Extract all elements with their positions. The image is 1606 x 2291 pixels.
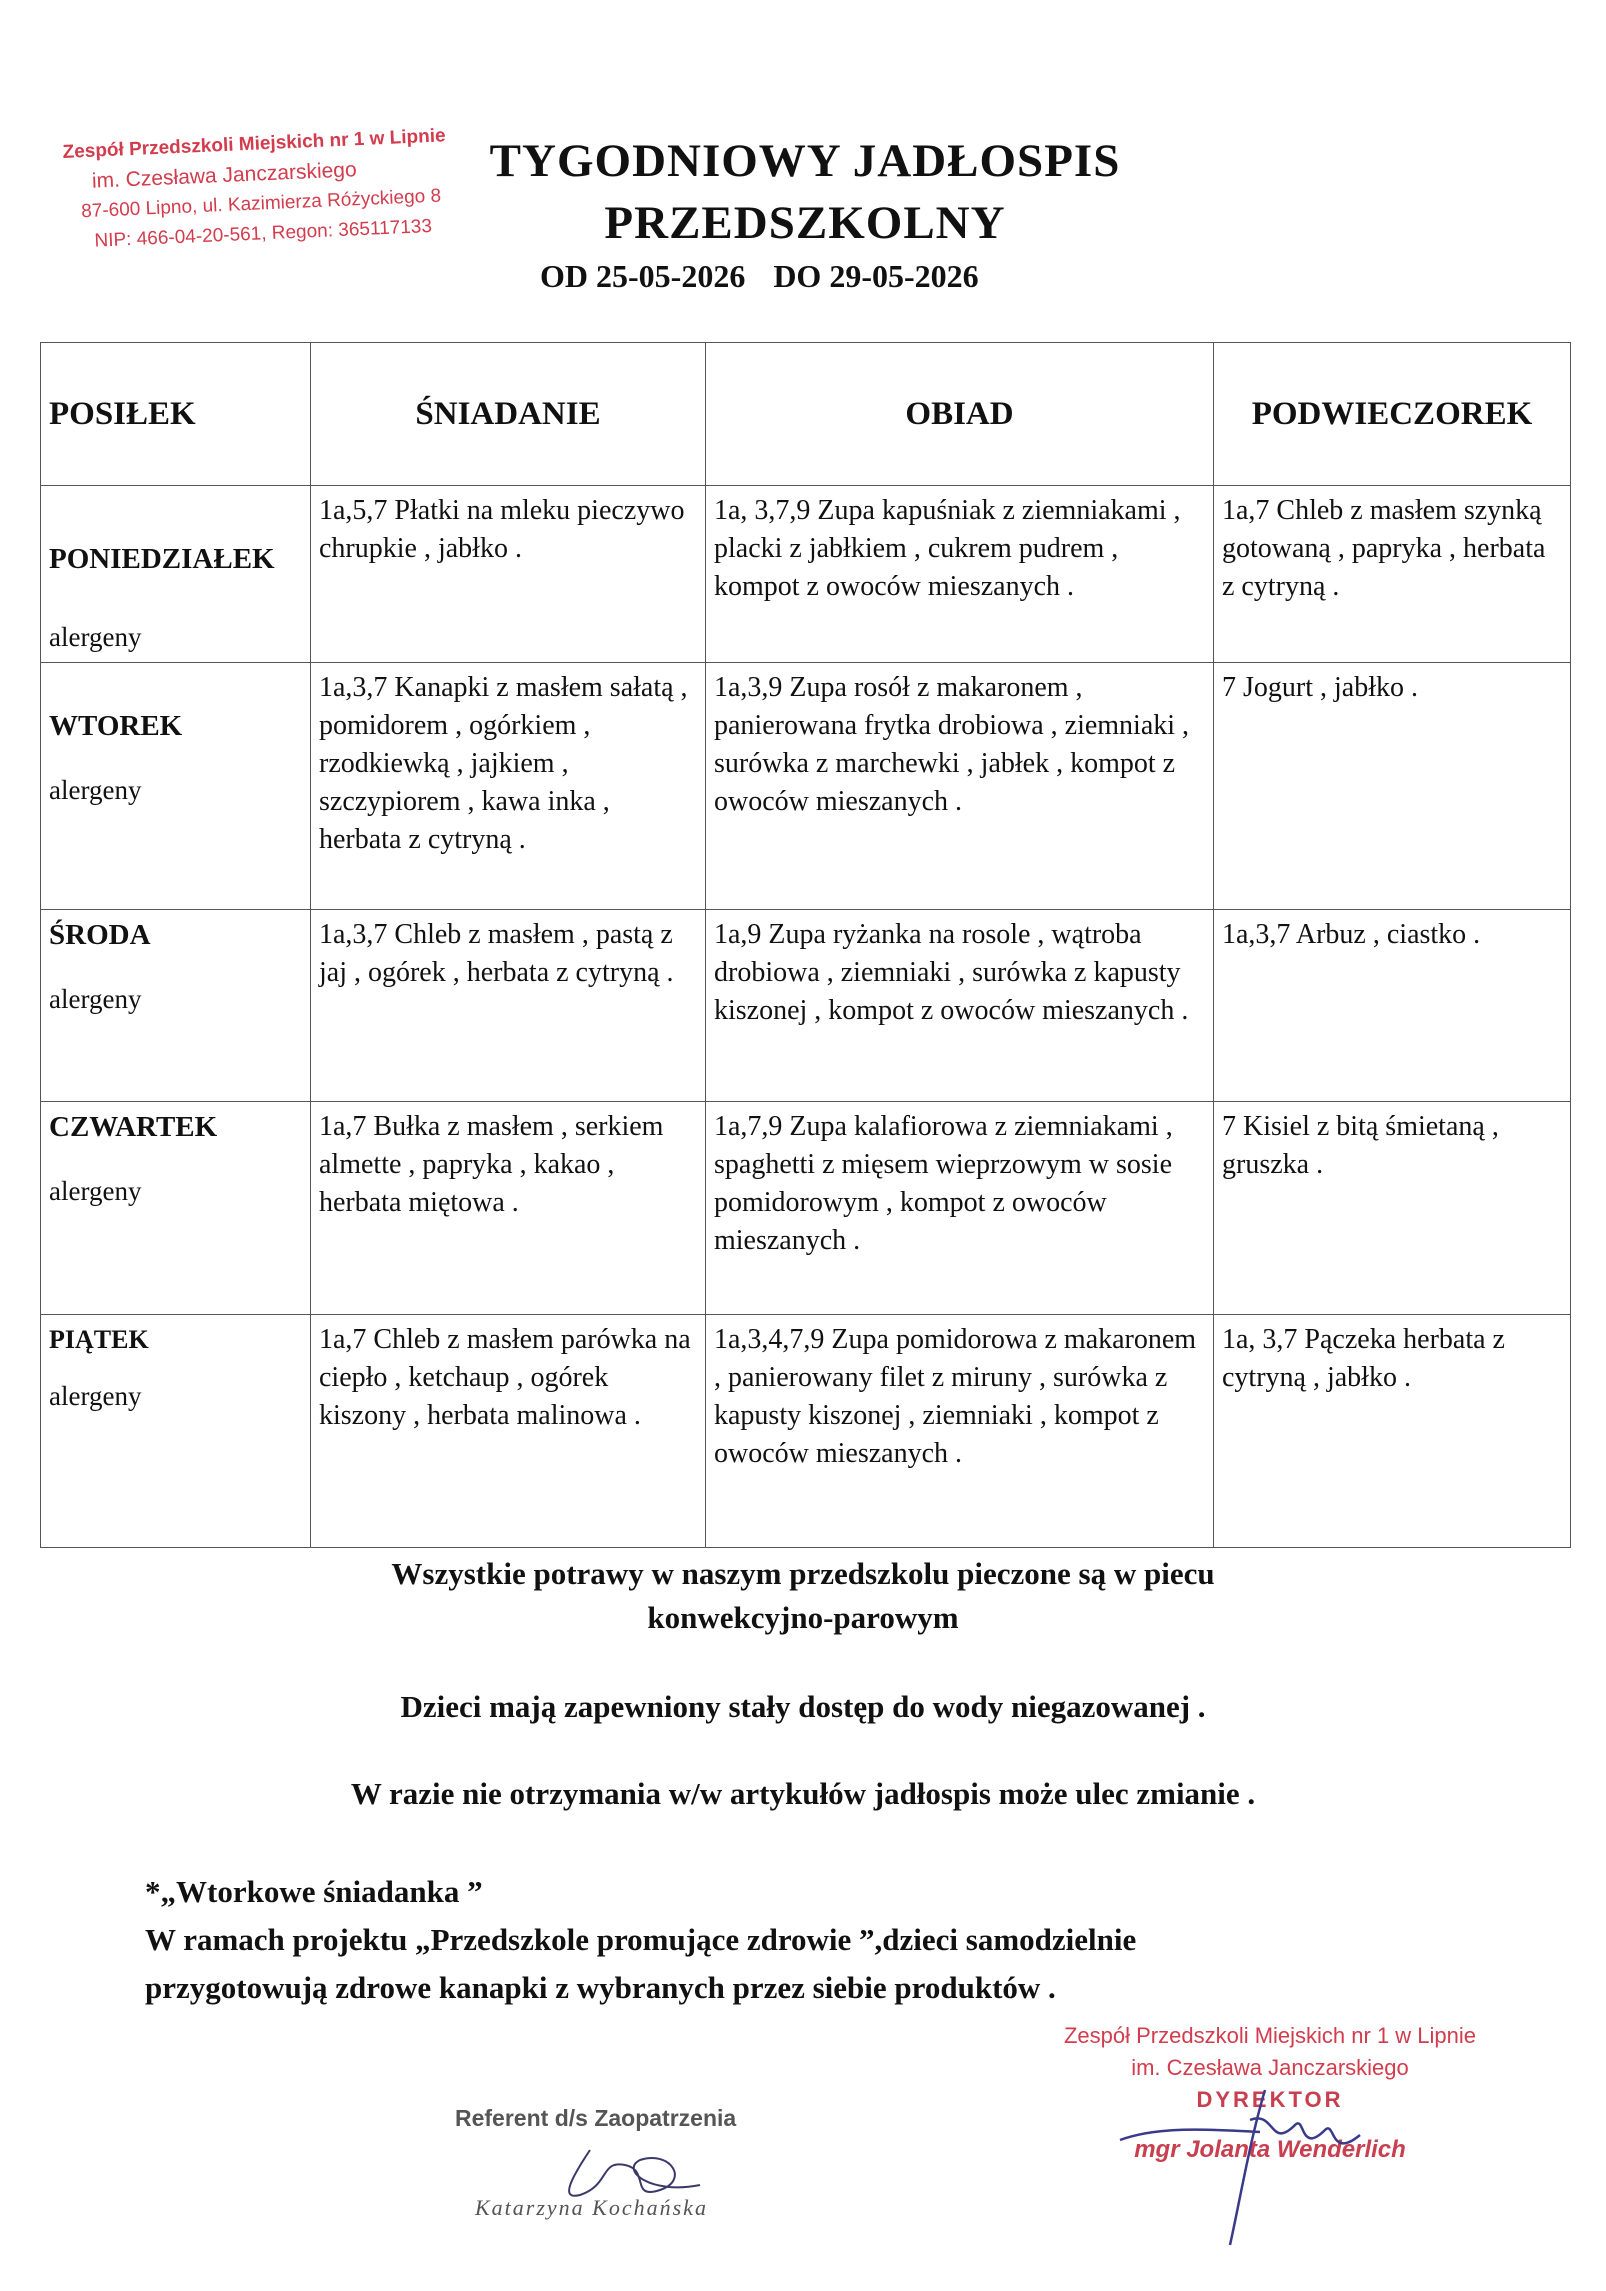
- breakfast-cell: 1a,3,7 Chleb z masłem , pastą z jaj , ogórek , herbata z cytryną .: [311, 910, 706, 1102]
- lunch-cell: 1a,3,9 Zupa rosół z makaronem , panierowana frytka drobiowa , ziemniaki , surówka z marchewki , jabłek , kompot z owoców mieszanych .: [706, 663, 1214, 910]
- lunch-cell: 1a,3,4,7,9 Zupa pomidorowa z makaronem , panierowany filet z miruny , surówka z kapusty kiszonej , ziemniaki , kompot z owoców mieszanych .: [706, 1315, 1214, 1548]
- menu-table: [40, 342, 1571, 1548]
- day-cell: [41, 486, 311, 663]
- table-header-row: [41, 343, 1571, 486]
- stamp-line-nip: NIP: 466-04-20-561, Regon: 365117133: [94, 215, 433, 252]
- director-role: DYREKTOR: [1196, 2087, 1344, 2112]
- table-row: [41, 1102, 1571, 1315]
- header-snack: PODWIECZOREK: [1214, 343, 1571, 486]
- date-range: [540, 258, 1080, 295]
- referent-title: Referent d/s Zaopatrzenia: [455, 2105, 737, 2131]
- snack-cell: 7 Kisiel z bitą śmietaną , gruszka .: [1214, 1102, 1571, 1315]
- stamp-line-name: Zespół Przedszkoli Miejskich nr 1 w Lipnie: [62, 125, 446, 163]
- day-name: PONIEDZIAŁEK: [49, 543, 275, 575]
- water-note: Dzieci mają zapewniony stały dostęp do wody niegazowanej .: [400, 1689, 1206, 1724]
- title-line-2: PRZEDSZKOLNY: [604, 197, 1006, 249]
- day-cell: [41, 663, 311, 910]
- header-meal: POSIŁEK: [41, 343, 311, 486]
- day-name: WTOREK: [49, 710, 183, 742]
- allergen-label: alergeny: [49, 984, 142, 1014]
- project-line-2: przygotowują zdrowe kanapki z wybranych przez siebie produktów .: [145, 1970, 1056, 2005]
- director-signature: [1100, 2080, 1400, 2250]
- director-stamp-line-2: im. Czesława Janczarskiego: [1131, 2055, 1409, 2080]
- table-row: [41, 1315, 1571, 1548]
- allergen-label: alergeny: [49, 1176, 142, 1206]
- allergen-label: alergeny: [49, 775, 142, 805]
- breakfast-cell: 1a,5,7 Płatki na mleku pieczywo chrupkie , jabłko .: [311, 486, 706, 663]
- page-title: [440, 130, 1170, 254]
- stamp-line-address: 87-600 Lipno, ul. Kazimierza Różyckiego 8: [80, 185, 442, 223]
- project-note: [145, 1868, 1545, 2012]
- day-name: ŚRODA: [49, 919, 151, 951]
- lunch-cell: 1a,9 Zupa ryżanka na rosole , wątroba drobiowa , ziemniaki , surówka z kapusty kiszonej , kompot z owoców mieszanych .: [706, 910, 1214, 1102]
- lunch-cell: 1a, 3,7,9 Zupa kapuśniak z ziemniakami , placki z jabłkiem , cukrem pudrem , kompot z owoców mieszanych .: [706, 486, 1214, 663]
- stamp-line-patron: im. Czesława Janczarskiego: [91, 158, 358, 193]
- title-line-1: TYGODNIOWY JADŁOSPIS: [489, 135, 1121, 187]
- table-row: [41, 910, 1571, 1102]
- director-name: mgr Jolanta Wenderlich: [1134, 2136, 1406, 2163]
- date-from: OD 25-05-2026: [540, 258, 746, 294]
- breakfast-cell: 1a,7 Chleb z masłem parówka na ciepło , ketchaup , ogórek kiszony , herbata malinowa .: [311, 1315, 706, 1548]
- lunch-cell: 1a,7,9 Zupa kalafiorowa z ziemniakami , spaghetti z mięsem wieprzowym w sosie pomidorowym , kompot z owoców mieszanych .: [706, 1102, 1214, 1315]
- date-to: DO 29-05-2026: [773, 258, 979, 294]
- oven-note: [0, 1552, 1606, 1640]
- snack-cell: 1a,7 Chleb z masłem szynką gotowaną , papryka , herbata z cytryną .: [1214, 486, 1571, 663]
- day-cell: [41, 1102, 311, 1315]
- oven-note-line-1: Wszystkie potrawy w naszym przedszkolu pieczone są w piecu: [391, 1556, 1215, 1591]
- snack-cell: 1a, 3,7 Pączeka herbata z cytryną , jabłko .: [1214, 1315, 1571, 1548]
- change-note: W razie nie otrzymania w/w artykułów jadłospis może ulec zmianie .: [350, 1776, 1256, 1811]
- day-name: CZWARTEK: [49, 1111, 218, 1143]
- day-cell: [41, 1315, 311, 1548]
- table-row: [41, 486, 1571, 663]
- snack-cell: 1a,3,7 Arbuz , ciastko .: [1214, 910, 1571, 1102]
- allergen-label: alergeny: [49, 622, 142, 652]
- referent-name: Katarzyna Kochańska: [475, 2195, 708, 2220]
- project-title: *„Wtorkowe śniadanka ”: [145, 1874, 483, 1909]
- director-stamp-line-1: Zespół Przedszkoli Miejskich nr 1 w Lipnie: [1063, 2023, 1477, 2048]
- breakfast-cell: 1a,3,7 Kanapki z masłem sałatą , pomidorem , ogórkiem , rzodkiewką , jajkiem , szczypiorem , kawa inka , herbata z cytryną .: [311, 663, 706, 910]
- header-lunch: OBIAD: [706, 343, 1214, 486]
- project-line-1: W ramach projektu „Przedszkole promujące zdrowie ”,dzieci samodzielnie: [145, 1922, 1137, 1957]
- oven-note-line-2: konwekcyjno-parowym: [647, 1600, 959, 1635]
- header-breakfast: ŚNIADANIE: [311, 343, 706, 486]
- day-cell: [41, 910, 311, 1102]
- day-name: PIĄTEK: [49, 1325, 149, 1354]
- snack-cell: 7 Jogurt , jabłko .: [1214, 663, 1571, 910]
- allergen-label: alergeny: [49, 1381, 142, 1411]
- breakfast-cell: 1a,7 Bułka z masłem , serkiem almette , papryka , kakao , herbata miętowa .: [311, 1102, 706, 1315]
- table-row: [41, 663, 1571, 910]
